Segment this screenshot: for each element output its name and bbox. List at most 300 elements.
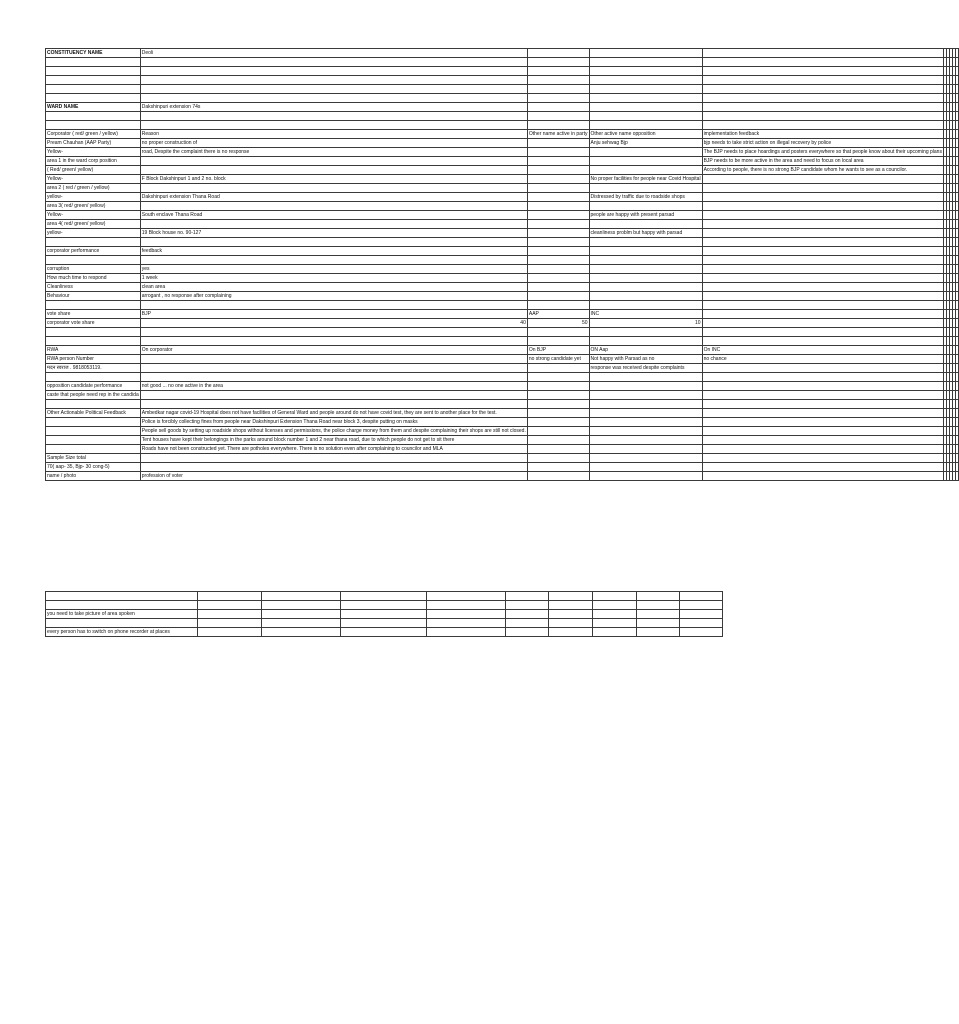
empty-cell[interactable] (955, 292, 958, 301)
empty-cell[interactable] (955, 445, 958, 454)
empty-cell[interactable] (46, 112, 141, 121)
constituency-value[interactable]: Deoli (140, 49, 527, 58)
empty-cell[interactable] (955, 337, 958, 346)
empty-cell[interactable] (702, 247, 943, 256)
empty-cell[interactable] (506, 610, 549, 619)
empty-cell[interactable] (527, 211, 589, 220)
empty-cell[interactable] (46, 76, 141, 85)
empty-cell[interactable] (527, 409, 589, 418)
empty-cell[interactable] (680, 610, 723, 619)
empty-cell[interactable] (140, 328, 527, 337)
empty-cell[interactable] (955, 283, 958, 292)
empty-cell[interactable] (589, 256, 702, 265)
empty-cell[interactable] (262, 610, 341, 619)
empty-cell[interactable] (527, 202, 589, 211)
empty-cell[interactable] (702, 265, 943, 274)
empty-cell[interactable] (955, 382, 958, 391)
area3-reason[interactable]: South enclave Thana Road (140, 211, 527, 220)
empty-cell[interactable] (527, 121, 589, 130)
empty-cell[interactable] (527, 427, 589, 436)
empty-cell[interactable] (262, 619, 341, 628)
empty-cell[interactable] (955, 355, 958, 364)
empty-cell[interactable] (955, 94, 958, 103)
empty-cell[interactable] (549, 619, 593, 628)
empty-cell[interactable] (589, 184, 702, 193)
empty-cell[interactable] (702, 58, 943, 67)
empty-cell[interactable] (637, 610, 680, 619)
empty-cell[interactable] (140, 337, 527, 346)
feedback-line-1[interactable]: Ambedkar nagar covid-19 Hospital does not have facilities of General Ward and people around do not have covid test, they are sent to another place for the test. (140, 409, 527, 418)
empty-cell[interactable] (702, 382, 943, 391)
feedback-line-3[interactable]: People sell goods by setting up roadside shops without licenses and permissions, the police charge money from them and despite complaining their shops are still not closed. (141, 427, 526, 434)
empty-cell[interactable] (140, 355, 527, 364)
yellow-label[interactable]: Yellow- (46, 148, 141, 157)
empty-cell[interactable] (680, 619, 723, 628)
empty-cell[interactable] (527, 364, 589, 373)
rwa-aap-opinion[interactable]: Not happy with Parsad as no (589, 355, 702, 364)
empty-cell[interactable] (527, 112, 589, 121)
empty-cell[interactable] (46, 436, 141, 445)
rwa-on-bjp[interactable]: On BJP (527, 346, 589, 355)
empty-cell[interactable] (427, 610, 506, 619)
empty-cell[interactable] (46, 619, 198, 628)
behaviour-label[interactable]: Behaviour (46, 292, 141, 301)
rwa-on-corporator[interactable]: On corporator (140, 346, 527, 355)
empty-cell[interactable] (702, 283, 943, 292)
empty-cell[interactable] (955, 112, 958, 121)
empty-cell[interactable] (589, 67, 702, 76)
empty-cell[interactable] (593, 592, 637, 601)
empty-cell[interactable] (702, 400, 943, 409)
empty-cell[interactable] (140, 454, 527, 463)
empty-cell[interactable] (527, 193, 589, 202)
empty-cell[interactable] (527, 58, 589, 67)
vote-share-label[interactable]: vote share (46, 310, 141, 319)
area2-feedback[interactable]: Distressed by traffic due to roadside shops (589, 193, 702, 202)
empty-cell[interactable] (702, 211, 943, 220)
empty-cell[interactable] (955, 121, 958, 130)
empty-cell[interactable] (955, 166, 958, 175)
empty-cell[interactable] (589, 76, 702, 85)
empty-cell[interactable] (262, 592, 341, 601)
empty-cell[interactable] (702, 391, 943, 400)
empty-cell[interactable] (46, 400, 141, 409)
empty-cell[interactable] (140, 220, 527, 229)
rwa-on-aap[interactable]: ON Aap (589, 346, 702, 355)
empty-cell[interactable] (702, 364, 943, 373)
empty-cell[interactable] (589, 283, 702, 292)
empty-cell[interactable] (46, 121, 141, 130)
empty-cell[interactable] (955, 184, 958, 193)
empty-cell[interactable] (198, 610, 262, 619)
area1-status[interactable]: Yellow- (46, 175, 141, 184)
empty-cell[interactable] (46, 67, 141, 76)
empty-cell[interactable] (680, 592, 723, 601)
empty-cell[interactable] (955, 373, 958, 382)
empty-cell[interactable] (46, 85, 141, 94)
empty-cell[interactable] (140, 94, 527, 103)
empty-cell[interactable] (955, 346, 958, 355)
area4-reason[interactable]: 19 Block house no. 90-127 (140, 229, 527, 238)
empty-cell[interactable] (702, 184, 943, 193)
empty-cell[interactable] (527, 67, 589, 76)
empty-cell[interactable] (702, 274, 943, 283)
empty-cell[interactable] (527, 463, 589, 472)
empty-cell[interactable] (46, 337, 141, 346)
empty-cell[interactable] (527, 454, 589, 463)
empty-cell[interactable] (506, 592, 549, 601)
empty-cell[interactable] (589, 463, 702, 472)
empty-cell[interactable] (702, 76, 943, 85)
empty-cell[interactable] (702, 121, 943, 130)
empty-cell[interactable] (589, 409, 702, 418)
empty-cell[interactable] (527, 418, 589, 427)
empty-cell[interactable] (589, 274, 702, 283)
empty-cell[interactable] (589, 382, 702, 391)
area3-status[interactable]: Yellow- (46, 211, 141, 220)
empty-cell[interactable] (140, 112, 527, 121)
empty-cell[interactable] (589, 436, 702, 445)
empty-cell[interactable] (427, 628, 506, 637)
rgy-label[interactable]: ( Red/ green/ yellow) (46, 166, 141, 175)
empty-cell[interactable] (140, 391, 527, 400)
empty-cell[interactable] (589, 94, 702, 103)
empty-cell[interactable] (589, 220, 702, 229)
empty-cell[interactable] (955, 418, 958, 427)
empty-cell[interactable] (955, 193, 958, 202)
empty-cell[interactable] (527, 247, 589, 256)
empty-cell[interactable] (702, 445, 943, 454)
empty-cell[interactable] (955, 49, 958, 58)
empty-cell[interactable] (955, 139, 958, 148)
implementation-3[interactable]: BJP needs to be more active in the area and need to focus on local area (702, 157, 943, 166)
empty-cell[interactable] (702, 427, 943, 436)
empty-cell[interactable] (637, 628, 680, 637)
behaviour-value[interactable]: arrogant , no response after complaining (140, 292, 527, 301)
area2-label[interactable]: area 2 ( red / green / yellow) (46, 184, 141, 193)
empty-cell[interactable] (955, 130, 958, 139)
implementation-4[interactable]: According to people, there is no strong BJP candidate whom he wants to see as a councilor. (702, 166, 943, 175)
empty-cell[interactable] (702, 67, 943, 76)
empty-cell[interactable] (702, 220, 943, 229)
empty-cell[interactable] (702, 409, 943, 418)
implementation-1[interactable]: bjp needs to take strict action on illegal recovery by police (702, 139, 943, 148)
empty-cell[interactable] (702, 112, 943, 121)
empty-cell[interactable] (702, 229, 943, 238)
empty-cell[interactable] (955, 58, 958, 67)
empty-cell[interactable] (140, 184, 527, 193)
empty-cell[interactable] (549, 628, 593, 637)
rwa-label[interactable]: RWA (46, 346, 141, 355)
rwa-bjp-opinion[interactable]: no strong candidate yet (527, 355, 589, 364)
empty-cell[interactable] (140, 121, 527, 130)
empty-cell[interactable] (140, 166, 527, 175)
empty-cell[interactable] (593, 601, 637, 610)
implementation-header[interactable]: implementation feedback (702, 130, 943, 139)
empty-cell[interactable] (589, 112, 702, 121)
empty-cell[interactable] (702, 373, 943, 382)
empty-cell[interactable] (46, 301, 141, 310)
empty-cell[interactable] (527, 328, 589, 337)
other-feedback-label[interactable]: Other Actionable Political Feedback (46, 409, 141, 418)
empty-cell[interactable] (702, 337, 943, 346)
response-time-label[interactable]: How much time to respond (46, 274, 141, 283)
empty-cell[interactable] (589, 157, 702, 166)
empty-cell[interactable] (955, 301, 958, 310)
note-picture[interactable]: you need to take picture of area spoken (46, 610, 198, 619)
empty-cell[interactable] (262, 601, 341, 610)
empty-cell[interactable] (702, 436, 943, 445)
empty-cell[interactable] (702, 301, 943, 310)
empty-cell[interactable] (593, 610, 637, 619)
empty-cell[interactable] (702, 310, 943, 319)
area2-reason[interactable]: Dakshinpuri extension Thana Road (140, 193, 527, 202)
empty-cell[interactable] (637, 619, 680, 628)
empty-cell[interactable] (589, 391, 702, 400)
empty-cell[interactable] (955, 157, 958, 166)
corruption-value[interactable]: yes (140, 265, 527, 274)
feedback-line-2[interactable]: Police is forcibly collecting fines from people near Dakshinpuri Extension Thana Road near block 3, despite putting on masks (140, 418, 527, 427)
rwa-inc-opinion[interactable]: no chance (702, 355, 943, 364)
empty-cell[interactable] (955, 409, 958, 418)
empty-cell[interactable] (955, 319, 958, 328)
empty-cell[interactable] (702, 94, 943, 103)
empty-cell[interactable] (549, 592, 593, 601)
area2-status[interactable]: yellow- (46, 193, 141, 202)
empty-cell[interactable] (589, 265, 702, 274)
empty-cell[interactable] (955, 265, 958, 274)
empty-cell[interactable] (955, 103, 958, 112)
implementation-2[interactable]: The BJP needs to place hoardings and posters everywhere so that people know about their upcoming plans (703, 148, 942, 155)
empty-cell[interactable] (955, 454, 958, 463)
empty-cell[interactable] (955, 238, 958, 247)
empty-cell[interactable] (140, 238, 527, 247)
empty-cell[interactable] (702, 454, 943, 463)
empty-cell[interactable] (589, 85, 702, 94)
empty-cell[interactable] (140, 76, 527, 85)
empty-cell[interactable] (527, 76, 589, 85)
empty-cell[interactable] (427, 601, 506, 610)
voter-label[interactable]: name / photo (46, 472, 141, 481)
empty-cell[interactable] (140, 463, 527, 472)
empty-cell[interactable] (527, 85, 589, 94)
corporator-reason[interactable]: no proper construction of (140, 139, 527, 148)
empty-cell[interactable] (589, 418, 702, 427)
empty-cell[interactable] (527, 229, 589, 238)
empty-cell[interactable] (589, 445, 702, 454)
corporator-header[interactable]: Corporator ( red/ green / yellow) (46, 130, 141, 139)
empty-cell[interactable] (527, 337, 589, 346)
vote-party-aap[interactable]: AAP (527, 310, 589, 319)
empty-cell[interactable] (506, 619, 549, 628)
reason-header[interactable]: Reason (140, 130, 527, 139)
area1-label[interactable]: area 1 in the ward corp position (46, 157, 141, 166)
area4-status[interactable]: yellow- (46, 229, 141, 238)
empty-cell[interactable] (527, 301, 589, 310)
empty-cell[interactable] (955, 436, 958, 445)
empty-cell[interactable] (702, 175, 943, 184)
empty-cell[interactable] (702, 328, 943, 337)
empty-cell[interactable] (702, 193, 943, 202)
empty-cell[interactable] (589, 49, 702, 58)
area1-reason[interactable]: F Block Dakshinpuri 1 and 2 no. block (140, 175, 527, 184)
corruption-label[interactable]: corruption (46, 265, 141, 274)
empty-cell[interactable] (955, 211, 958, 220)
empty-cell[interactable] (341, 619, 427, 628)
empty-cell[interactable] (589, 373, 702, 382)
sample-label[interactable]: Sample Size total (46, 454, 141, 463)
vote-aap-value[interactable]: 50 (527, 319, 589, 328)
empty-cell[interactable] (140, 85, 527, 94)
empty-cell[interactable] (955, 256, 958, 265)
empty-cell[interactable] (955, 274, 958, 283)
empty-cell[interactable] (955, 391, 958, 400)
empty-cell[interactable] (589, 337, 702, 346)
performance-label[interactable]: corporator performance (46, 247, 141, 256)
empty-cell[interactable] (702, 103, 943, 112)
empty-cell[interactable] (527, 139, 589, 148)
opposition-name[interactable]: Anju sehwag Bjp (589, 139, 702, 148)
empty-cell[interactable] (341, 601, 427, 610)
empty-cell[interactable] (262, 628, 341, 637)
empty-cell[interactable] (46, 94, 141, 103)
empty-cell[interactable] (527, 256, 589, 265)
empty-cell[interactable] (527, 238, 589, 247)
empty-cell[interactable] (702, 49, 943, 58)
empty-cell[interactable] (527, 148, 589, 157)
empty-cell[interactable] (589, 103, 702, 112)
empty-cell[interactable] (341, 610, 427, 619)
empty-cell[interactable] (589, 202, 702, 211)
empty-cell[interactable] (527, 436, 589, 445)
rwa-person-label[interactable]: RWA person Number (46, 355, 141, 364)
performance-value[interactable]: feedback (140, 247, 527, 256)
empty-cell[interactable] (589, 454, 702, 463)
empty-cell[interactable] (140, 202, 527, 211)
empty-cell[interactable] (955, 148, 958, 157)
empty-cell[interactable] (955, 67, 958, 76)
empty-cell[interactable] (702, 238, 943, 247)
vote-inc-value[interactable]: 10 (589, 319, 702, 328)
corp-vote-share-label[interactable]: corporator vote share (46, 319, 141, 328)
rwa-on-inc[interactable]: On INC (702, 346, 943, 355)
empty-cell[interactable] (140, 400, 527, 409)
area4-feedback[interactable]: cleanliness problm but happy with parsad (589, 229, 702, 238)
empty-cell[interactable] (140, 256, 527, 265)
empty-cell[interactable] (955, 229, 958, 238)
empty-cell[interactable] (427, 619, 506, 628)
empty-cell[interactable] (702, 202, 943, 211)
ward-value[interactable]: Dakshinpuri extension 74s (140, 103, 527, 112)
empty-cell[interactable] (427, 592, 506, 601)
empty-cell[interactable] (527, 184, 589, 193)
empty-cell[interactable] (46, 256, 141, 265)
empty-cell[interactable] (140, 58, 527, 67)
empty-cell[interactable] (198, 628, 262, 637)
empty-cell[interactable] (589, 301, 702, 310)
area3-label[interactable]: area 3( red/ green/ yellow) (46, 202, 141, 211)
empty-cell[interactable] (198, 592, 262, 601)
empty-cell[interactable] (140, 364, 527, 373)
empty-cell[interactable] (506, 601, 549, 610)
empty-cell[interactable] (140, 157, 527, 166)
empty-cell[interactable] (589, 247, 702, 256)
empty-cell[interactable] (955, 364, 958, 373)
empty-cell[interactable] (527, 400, 589, 409)
empty-cell[interactable] (46, 58, 141, 67)
empty-cell[interactable] (589, 121, 702, 130)
yellow-reason[interactable]: road, Despite the complaint there is no response (140, 148, 527, 157)
empty-cell[interactable] (527, 94, 589, 103)
empty-cell[interactable] (140, 67, 527, 76)
empty-cell[interactable] (955, 76, 958, 85)
empty-cell[interactable] (589, 427, 702, 436)
empty-cell[interactable] (637, 592, 680, 601)
caste-label[interactable]: caste that people need rep in the candida (47, 391, 139, 398)
empty-cell[interactable] (955, 310, 958, 319)
empty-cell[interactable] (341, 592, 427, 601)
sample-breakdown[interactable]: 70( aap- 35, Bjp- 30 cong-5) (46, 463, 141, 472)
empty-cell[interactable] (589, 292, 702, 301)
area3-feedback[interactable]: people are happy with present parsad (589, 211, 702, 220)
empty-cell[interactable] (955, 175, 958, 184)
other-active-opposition-header[interactable]: Other active name opposition (589, 130, 702, 139)
empty-cell[interactable] (46, 592, 198, 601)
empty-cell[interactable] (527, 166, 589, 175)
empty-cell[interactable] (955, 472, 958, 481)
empty-cell[interactable] (593, 628, 637, 637)
empty-cell[interactable] (955, 220, 958, 229)
voter-profession[interactable]: profession of voter (140, 472, 527, 481)
empty-cell[interactable] (527, 49, 589, 58)
empty-cell[interactable] (589, 400, 702, 409)
empty-cell[interactable] (702, 85, 943, 94)
note-recorder[interactable]: every person has to switch on phone recorder at places (46, 628, 198, 637)
empty-cell[interactable] (549, 610, 593, 619)
empty-cell[interactable] (702, 418, 943, 427)
empty-cell[interactable] (46, 418, 141, 427)
empty-cell[interactable] (198, 601, 262, 610)
corporator-name[interactable]: Pream Chauhan (AAP Party) (46, 139, 141, 148)
empty-cell[interactable] (955, 247, 958, 256)
empty-cell[interactable] (527, 265, 589, 274)
constituency-label[interactable]: CONSTITUENCY NAME (46, 49, 141, 58)
area4-label[interactable]: area 4( red/ green/ yellow) (46, 220, 141, 229)
empty-cell[interactable] (527, 292, 589, 301)
empty-cell[interactable] (955, 463, 958, 472)
vote-party-bjp[interactable]: BJP (140, 310, 527, 319)
empty-cell[interactable] (527, 382, 589, 391)
empty-cell[interactable] (46, 373, 141, 382)
empty-cell[interactable] (955, 427, 958, 436)
empty-cell[interactable] (702, 463, 943, 472)
ward-label[interactable]: WARD NAME (46, 103, 141, 112)
empty-cell[interactable] (549, 601, 593, 610)
empty-cell[interactable] (527, 283, 589, 292)
empty-cell[interactable] (702, 472, 943, 481)
empty-cell[interactable] (198, 619, 262, 628)
empty-cell[interactable] (593, 619, 637, 628)
rwa-contact[interactable]: मदन स्वराज . 9818053119. (46, 364, 141, 373)
feedback-line-4[interactable]: Tent houses have kept their belongings in the parks around block number 1 and 2 near thana road, due to which people do not get to sit there (140, 436, 527, 445)
opposition-perf-label[interactable]: opposition candidate performance (46, 382, 141, 391)
empty-cell[interactable] (527, 274, 589, 283)
empty-cell[interactable] (46, 427, 141, 436)
empty-cell[interactable] (955, 85, 958, 94)
feedback-line-5[interactable]: Roads have not been constructed yet. There are potholes everywhere. There is no solution even after complaining to councilor and MLA (140, 445, 527, 454)
empty-cell[interactable] (140, 301, 527, 310)
empty-cell[interactable] (46, 445, 141, 454)
